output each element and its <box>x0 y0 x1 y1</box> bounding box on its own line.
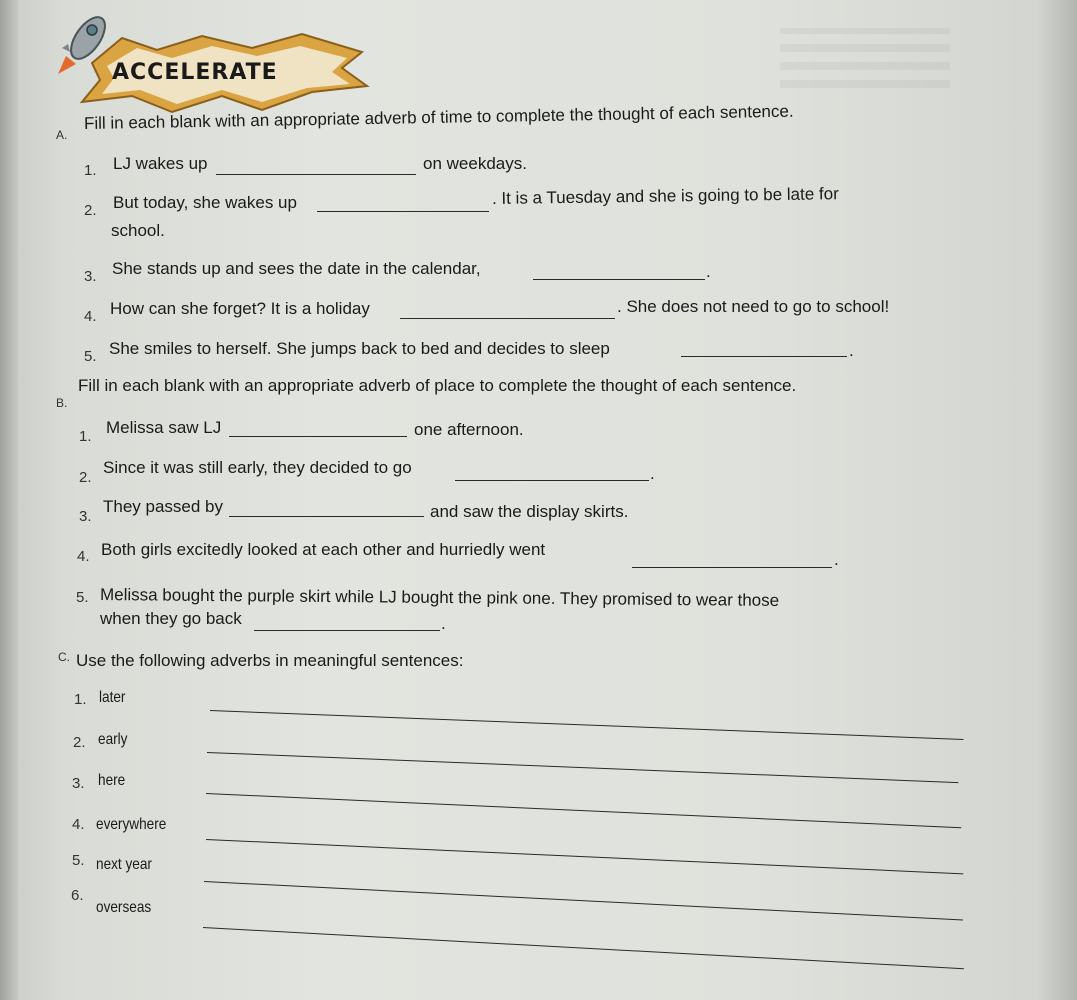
answer-blank[interactable] <box>229 436 407 437</box>
sentence-text: . <box>834 550 839 569</box>
sentence-text: LJ wakes up <box>113 154 208 173</box>
sentence-text: school. <box>111 221 165 240</box>
section-b-letter: B. <box>56 396 68 410</box>
item-number: 4. <box>77 548 90 565</box>
item-number: 2. <box>79 469 92 486</box>
adverb-word: later <box>99 689 126 706</box>
sentence-text: Melissa saw LJ <box>106 418 222 437</box>
answer-blank[interactable] <box>400 318 615 319</box>
sentence-text: and saw the display skirts. <box>430 502 629 521</box>
rocket-icon <box>56 8 116 78</box>
answer-blank[interactable] <box>216 174 416 175</box>
answer-line[interactable] <box>203 927 964 969</box>
sentence-text: . <box>441 614 446 633</box>
sentence-text: Both girls excitedly looked at each other and hurriedly went <box>101 540 546 559</box>
answer-blank[interactable] <box>632 567 832 568</box>
banner-title: ACCELERATE <box>112 60 278 85</box>
item-number: 5. <box>84 348 97 365</box>
answer-blank[interactable] <box>254 630 440 631</box>
adverb-word: next year <box>96 856 152 873</box>
accelerate-banner <box>62 18 382 118</box>
sentence-text: She stands up and sees the date in the calendar, <box>112 259 481 278</box>
section-c-instruction: Use the following adverbs in meaningful sentences: <box>76 651 464 670</box>
sentence-text: . It is a Tuesday and she is going to be late for <box>491 184 839 208</box>
sentence-text: when they go back <box>100 609 242 628</box>
book-spine-shadow <box>0 0 18 1000</box>
item-number: 1. <box>84 162 97 179</box>
item-number: 6. <box>71 887 84 904</box>
answer-blank[interactable] <box>533 279 705 280</box>
adverb-word: early <box>98 731 128 748</box>
sentence-text: Since it was still early, they decided to go <box>103 458 412 477</box>
answer-line[interactable] <box>206 793 961 828</box>
adverb-word: everywhere <box>96 816 167 833</box>
sentence-text: Melissa bought the purple skirt while LJ bought the pink one. They promised to wear those <box>99 585 780 610</box>
item-number: 2. <box>84 202 97 219</box>
answer-line[interactable] <box>204 881 963 920</box>
sentence-text: But today, she wakes up <box>113 193 297 212</box>
section-a-instruction: Fill in each blank with an appropriate adverb of time to complete the thought of each sentence. <box>83 101 794 133</box>
answer-blank[interactable] <box>229 516 424 517</box>
sentence-text: one afternoon. <box>414 420 524 439</box>
sentence-text: . <box>706 262 711 281</box>
adverb-word: overseas <box>96 899 152 916</box>
bleed-through-mark <box>780 28 950 88</box>
page-edge-shadow <box>1037 0 1077 1000</box>
item-number: 4. <box>72 816 85 833</box>
sentence-text: . <box>650 464 655 483</box>
section-a-letter: A. <box>56 128 68 142</box>
item-number: 5. <box>76 589 89 606</box>
sentence-text: How can she forget? It is a holiday <box>110 299 370 318</box>
item-number: 1. <box>74 691 87 708</box>
answer-line[interactable] <box>210 710 963 740</box>
item-number: 2. <box>73 734 86 751</box>
section-c-letter: C. <box>58 650 70 664</box>
answer-blank[interactable] <box>317 211 489 212</box>
item-number: 5. <box>72 852 85 869</box>
sentence-text: They passed by <box>103 497 224 516</box>
answer-line[interactable] <box>207 752 958 783</box>
answer-line[interactable] <box>206 839 963 874</box>
item-number: 3. <box>84 268 97 285</box>
sentence-text: . <box>849 341 854 360</box>
section-b-instruction: Fill in each blank with an appropriate adverb of place to complete the thought of each sentence. <box>78 376 797 395</box>
answer-blank[interactable] <box>681 356 847 357</box>
item-number: 3. <box>79 508 92 525</box>
item-number: 4. <box>84 308 97 325</box>
sentence-text: She smiles to herself. She jumps back to bed and decides to sleep <box>109 339 610 358</box>
sentence-text: on weekdays. <box>423 154 527 173</box>
item-number: 3. <box>72 775 85 792</box>
answer-blank[interactable] <box>455 480 649 481</box>
sentence-text: . She does not need to go to school! <box>617 297 890 316</box>
adverb-word: here <box>98 772 126 789</box>
item-number: 1. <box>79 428 92 445</box>
